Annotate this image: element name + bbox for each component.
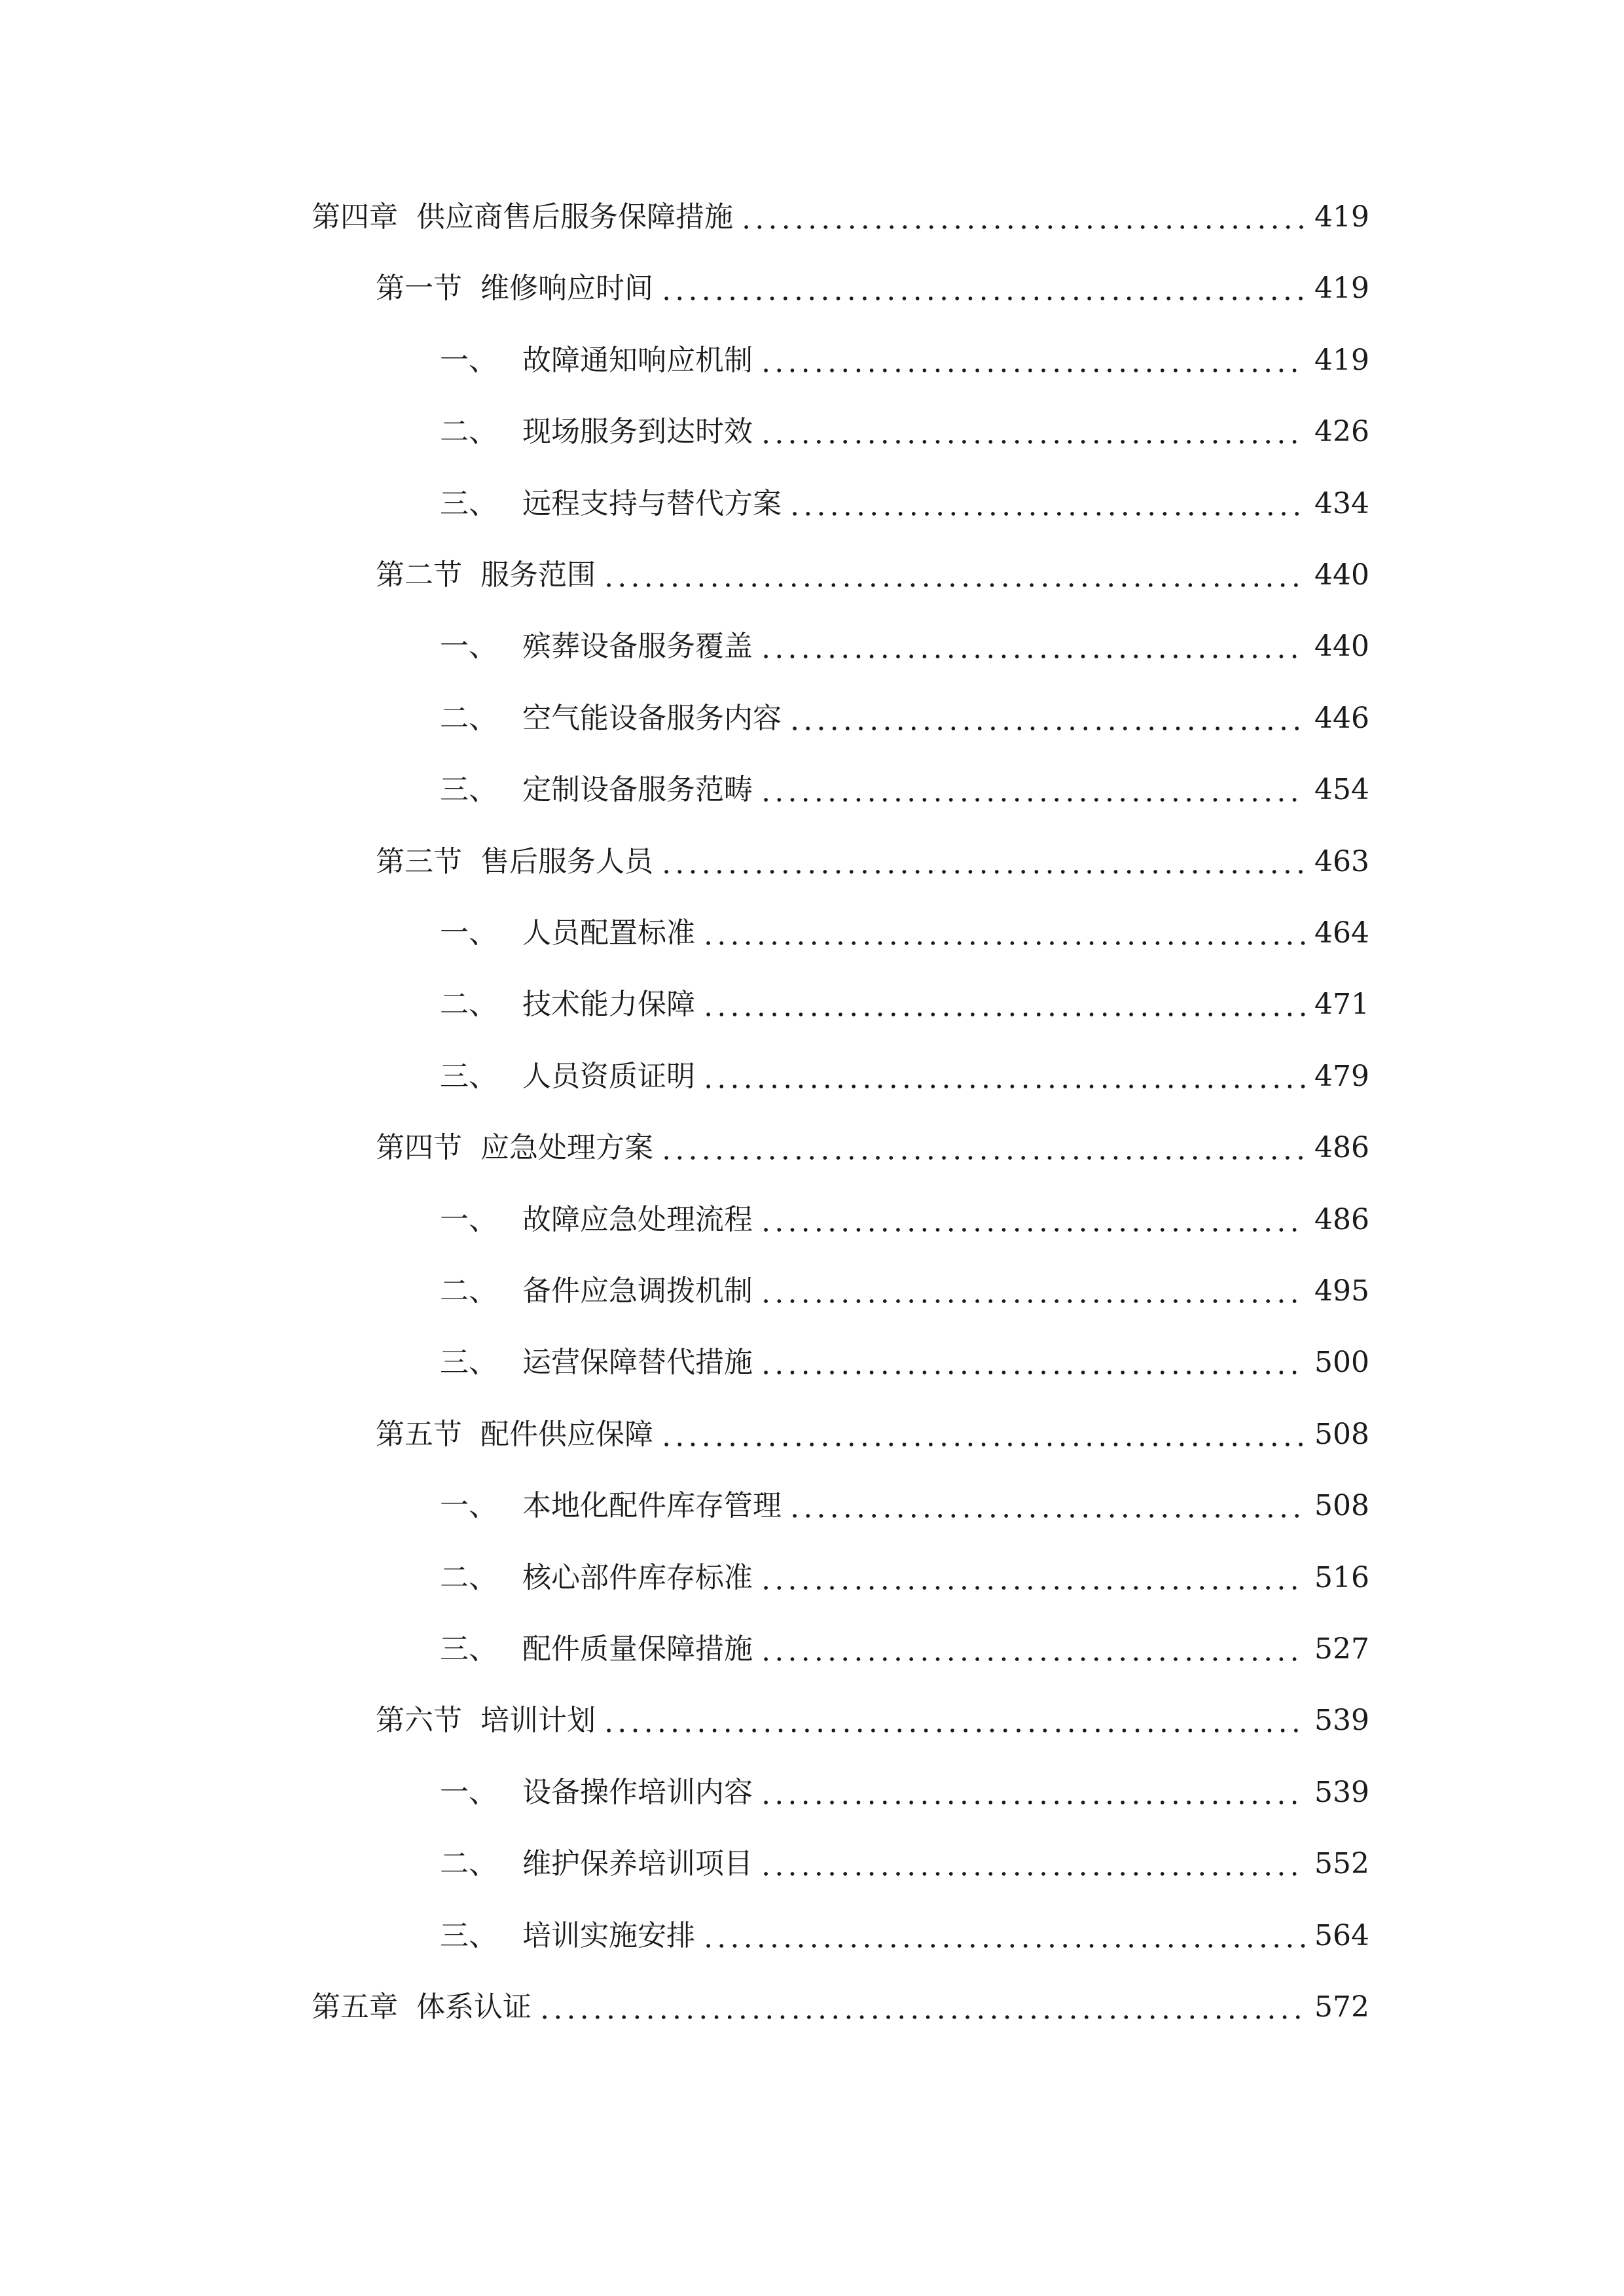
toc-dot-leader <box>788 726 1305 730</box>
toc-entry-title: 体系认证 <box>416 1990 532 2024</box>
toc-subsection-entry <box>440 695 1369 742</box>
toc-chapter-entry <box>312 194 1369 241</box>
toc-page-number: 539 <box>1314 1776 1369 1809</box>
toc-page-number: 434 <box>1314 487 1369 520</box>
toc-entry-title: 技术能力保障 <box>522 988 695 1021</box>
toc-entry-number: 三、 <box>440 487 497 520</box>
toc-page-number: 464 <box>1314 916 1369 950</box>
toc-dot-leader <box>759 368 1305 372</box>
toc-entry-title: 现场服务到达时效 <box>522 415 753 448</box>
toc-entry-title: 备件应急调拨机制 <box>522 1274 753 1308</box>
toc-page-number: 508 <box>1314 1489 1369 1522</box>
toc-dot-leader <box>702 941 1305 945</box>
toc-section-entry <box>376 265 1369 312</box>
toc-entry-title: 售后服务人员 <box>480 845 653 878</box>
toc-entry-number: 一、 <box>440 630 497 663</box>
toc-dot-leader <box>788 512 1305 516</box>
toc-page-number: 486 <box>1314 1203 1369 1236</box>
toc-page-number: 500 <box>1314 1346 1369 1379</box>
toc-entry-number: 三、 <box>440 1632 497 1666</box>
toc-entry-title: 服务范围 <box>480 558 596 592</box>
toc-page-number: 479 <box>1314 1060 1369 1093</box>
toc-dot-leader <box>759 798 1305 802</box>
toc-page-number: 527 <box>1314 1632 1369 1666</box>
toc-dot-leader <box>660 1156 1305 1160</box>
toc-entry-number: 二、 <box>440 415 497 448</box>
toc-subsection-entry <box>440 981 1369 1028</box>
toc-entry-number: 第五章 <box>312 1990 398 2024</box>
toc-entry-number: 一、 <box>440 1203 497 1236</box>
toc-page-number: 495 <box>1314 1274 1369 1308</box>
toc-page-number: 539 <box>1314 1704 1369 1737</box>
toc-entry-title: 殡葬设备服务覆盖 <box>522 630 753 663</box>
toc-entry-number: 第一节 <box>376 272 462 305</box>
toc-subsection-entry <box>440 1053 1369 1100</box>
toc-entry-title: 供应商售后服务保障措施 <box>416 200 733 234</box>
toc-section-entry <box>376 552 1369 599</box>
toc-entry-number: 三、 <box>440 1346 497 1379</box>
toc-entry-title: 培训实施安排 <box>522 1919 695 1952</box>
toc-subsection-entry <box>440 1769 1369 1816</box>
toc-entry-title: 运营保障替代措施 <box>522 1346 753 1379</box>
toc-entry-number: 三、 <box>440 1060 497 1093</box>
toc-subsection-entry <box>440 623 1369 670</box>
toc-dot-leader <box>759 1299 1305 1303</box>
toc-entry-number: 第二节 <box>376 558 462 592</box>
toc-dot-leader <box>759 655 1305 658</box>
toc-section-entry <box>376 838 1369 886</box>
toc-entry-title: 核心部件库存标准 <box>522 1561 753 1594</box>
toc-entry-number: 二、 <box>440 988 497 1021</box>
toc-dot-leader <box>759 1228 1305 1232</box>
toc-page-number: 471 <box>1314 988 1369 1021</box>
toc-dot-leader <box>702 1013 1305 1016</box>
toc-subsection-entry <box>440 337 1369 384</box>
toc-entry-title: 远程支持与替代方案 <box>522 487 782 520</box>
toc-entry-title: 本地化配件库存管理 <box>522 1489 782 1522</box>
toc-entry-number: 一、 <box>440 1489 497 1522</box>
toc-page-number: 419 <box>1314 200 1369 234</box>
toc-entry-number: 二、 <box>440 1561 497 1594</box>
toc-entry-title: 应急处理方案 <box>480 1131 653 1164</box>
toc-entry-number: 第五节 <box>376 1418 462 1451</box>
toc-subsection-entry <box>440 1339 1369 1386</box>
toc-subsection-entry <box>440 1912 1369 1960</box>
toc-page-number: 419 <box>1314 344 1369 377</box>
toc-entry-title: 故障通知响应机制 <box>522 344 753 377</box>
toc-entry-number: 第四节 <box>376 1131 462 1164</box>
toc-entry-number: 二、 <box>440 1274 497 1308</box>
toc-entry-number: 一、 <box>440 916 497 950</box>
toc-dot-leader <box>788 1514 1305 1518</box>
toc-entry-number: 二、 <box>440 1847 497 1880</box>
toc-page-number: 564 <box>1314 1919 1369 1952</box>
toc-entry-title: 维修响应时间 <box>480 272 653 305</box>
toc-dot-leader <box>759 440 1305 444</box>
toc-entry-title: 配件供应保障 <box>480 1418 653 1451</box>
toc-chapter-entry <box>312 1984 1369 2031</box>
toc-entry-title: 设备操作培训内容 <box>522 1776 753 1809</box>
toc-section-entry <box>376 1697 1369 1744</box>
toc-entry-title: 维护保养培训项目 <box>522 1847 753 1880</box>
toc-page-number: 516 <box>1314 1561 1369 1594</box>
toc-entry-number: 第三节 <box>376 845 462 878</box>
toc-subsection-entry <box>440 1268 1369 1315</box>
toc-dot-leader <box>660 870 1305 874</box>
toc-entry-number: 一、 <box>440 344 497 377</box>
toc-page-number: 508 <box>1314 1418 1369 1451</box>
toc-entry-number: 一、 <box>440 1776 497 1809</box>
toc-entry-title: 培训计划 <box>480 1704 596 1737</box>
toc-page-number: 426 <box>1314 415 1369 448</box>
toc-entry-number: 第六节 <box>376 1704 462 1737</box>
toc-entry-title: 空气能设备服务内容 <box>522 702 782 735</box>
toc-dot-leader <box>538 2015 1305 2019</box>
toc-page-number: 419 <box>1314 272 1369 305</box>
toc-subsection-entry <box>440 1196 1369 1244</box>
toc-entry-title: 配件质量保障措施 <box>522 1632 753 1666</box>
toc-page-number: 552 <box>1314 1847 1369 1880</box>
toc-page-number: 463 <box>1314 845 1369 878</box>
toc-dot-leader <box>660 296 1305 300</box>
toc-page-number: 440 <box>1314 630 1369 663</box>
toc-page-number: 572 <box>1314 1990 1369 2024</box>
toc-dot-leader <box>602 583 1305 587</box>
toc-subsection-entry <box>440 480 1369 528</box>
toc-dot-leader <box>759 1801 1305 1804</box>
toc-dot-leader <box>740 225 1305 229</box>
toc-subsection-entry <box>440 910 1369 957</box>
toc-subsection-entry <box>440 1626 1369 1673</box>
toc-page-number: 446 <box>1314 702 1369 735</box>
toc-subsection-entry <box>440 1840 1369 1888</box>
toc-dot-leader <box>602 1729 1305 1732</box>
toc-section-entry <box>376 1411 1369 1458</box>
toc-dot-leader <box>702 1944 1305 1948</box>
toc-entry-title: 定制设备服务范畴 <box>522 773 753 806</box>
toc-subsection-entry <box>440 1554 1369 1602</box>
toc-entry-title: 人员资质证明 <box>522 1060 695 1093</box>
toc-section-entry <box>376 1124 1369 1172</box>
toc-page-number: 440 <box>1314 558 1369 592</box>
toc-entry-number: 三、 <box>440 773 497 806</box>
toc-dot-leader <box>759 1586 1305 1590</box>
toc-dot-leader <box>759 1872 1305 1876</box>
toc-page-number: 454 <box>1314 773 1369 806</box>
toc-dot-leader <box>759 1657 1305 1661</box>
toc-entry-number: 第四章 <box>312 200 398 234</box>
toc-dot-leader <box>660 1443 1305 1446</box>
toc-dot-leader <box>759 1371 1305 1374</box>
toc-page-number: 486 <box>1314 1131 1369 1164</box>
toc-subsection-entry <box>440 408 1369 456</box>
toc-entry-number: 二、 <box>440 702 497 735</box>
toc-entry-title: 故障应急处理流程 <box>522 1203 753 1236</box>
toc-subsection-entry <box>440 1482 1369 1530</box>
toc-entry-number: 三、 <box>440 1919 497 1952</box>
toc-subsection-entry <box>440 766 1369 814</box>
toc-entry-title: 人员配置标准 <box>522 916 695 950</box>
toc-dot-leader <box>702 1085 1305 1088</box>
